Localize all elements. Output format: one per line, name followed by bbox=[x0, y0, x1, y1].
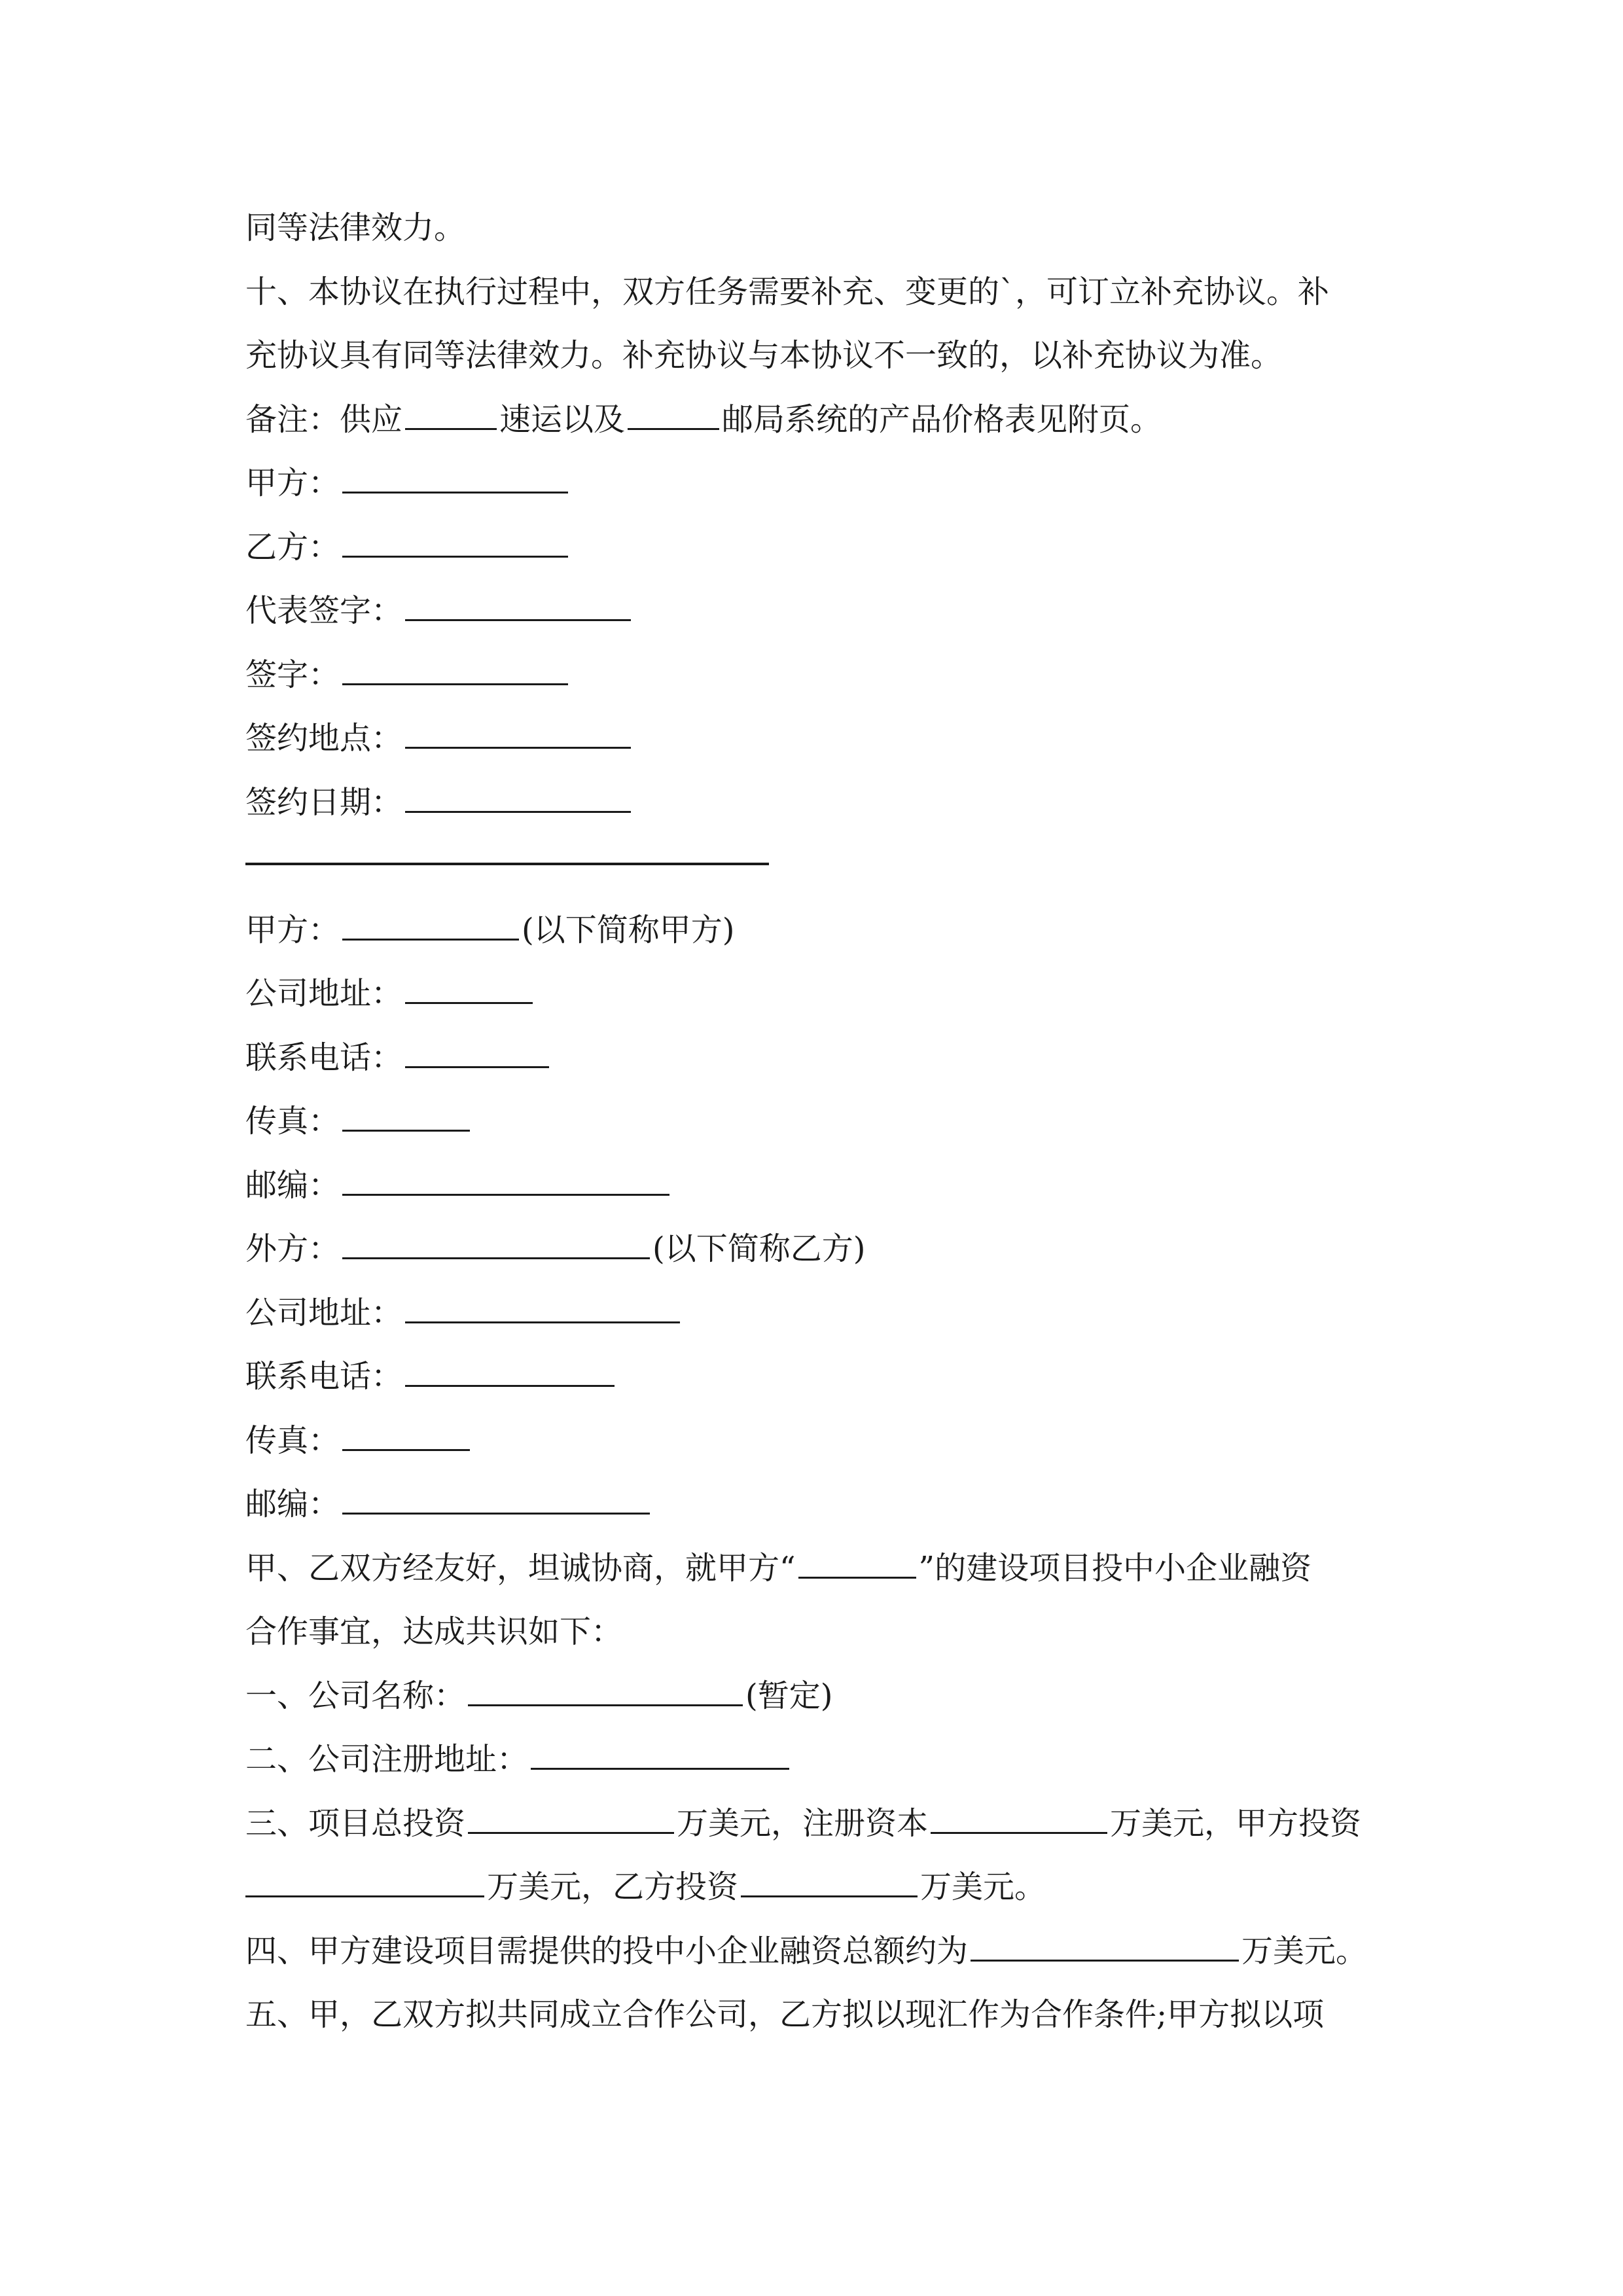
item-2-line bbox=[245, 1740, 792, 1779]
fax2-blank[interactable] bbox=[342, 1423, 470, 1451]
remark-end: 邮局系统的产品价格表见附页。 bbox=[722, 401, 1162, 438]
party-b-line bbox=[245, 528, 571, 567]
zip1-blank[interactable] bbox=[342, 1168, 669, 1196]
rep-sign-label: 代表签字： bbox=[245, 592, 403, 629]
item-3-mid: 万美元，注册资本 bbox=[677, 1805, 929, 1842]
sign-date-blank[interactable] bbox=[405, 785, 631, 813]
tel2-blank[interactable] bbox=[405, 1359, 615, 1387]
rep-sign-line bbox=[245, 591, 633, 630]
intro-end: ”的建设项目投中小企业融资 bbox=[918, 1550, 1312, 1587]
remark-mid: 速运以及 bbox=[499, 401, 626, 438]
registered-capital-blank[interactable] bbox=[931, 1806, 1107, 1834]
foreign-party-blank[interactable] bbox=[342, 1231, 650, 1259]
party-a-label: 甲方： bbox=[245, 465, 340, 501]
sign-place-line bbox=[245, 719, 633, 758]
addr1-blank[interactable] bbox=[405, 976, 533, 1004]
fax2-line bbox=[245, 1421, 473, 1460]
addr2-label: 公司地址： bbox=[245, 1295, 403, 1331]
tel2-label: 联系电话： bbox=[245, 1358, 403, 1395]
zip2-line bbox=[245, 1484, 652, 1524]
text-line: 同等法律效力。 bbox=[245, 209, 466, 246]
addr1-label: 公司地址： bbox=[245, 975, 403, 1012]
sign-place-label: 签约地点： bbox=[245, 720, 403, 757]
item-1-suffix: (暂定) bbox=[745, 1677, 833, 1714]
item-3b-mid: 万美元，乙方投资 bbox=[487, 1869, 739, 1905]
section-divider bbox=[245, 863, 769, 865]
rep-sign-blank[interactable] bbox=[405, 593, 631, 621]
foreign-party-label: 外方： bbox=[245, 1230, 340, 1267]
party-a2-blank[interactable] bbox=[342, 912, 519, 941]
party-b-blank[interactable] bbox=[342, 529, 568, 558]
sign-blank[interactable] bbox=[342, 657, 568, 685]
sign-place-blank[interactable] bbox=[405, 721, 631, 749]
zip1-line bbox=[245, 1166, 672, 1205]
party-a-line bbox=[245, 463, 571, 503]
zip2-label: 邮编： bbox=[245, 1486, 340, 1522]
party-a-investment-blank[interactable] bbox=[245, 1869, 484, 1897]
item-3-label: 三、项目总投资 bbox=[245, 1805, 466, 1842]
item-5-line: 五、甲，乙双方拟共同成立合作公司，乙方拟以现汇作为合作条件;甲方拟以项 bbox=[245, 1996, 1325, 2033]
tel1-label: 联系电话： bbox=[245, 1039, 403, 1076]
total-investment-blank[interactable] bbox=[468, 1806, 674, 1834]
supplier-blank[interactable] bbox=[405, 402, 497, 430]
clause-10-line-1: 十、本协议在执行过程中，双方任务需要补充、变更的`，可订立补充协议。补 bbox=[245, 274, 1330, 310]
item-1-label: 一、公司名称： bbox=[245, 1677, 466, 1714]
intro-line-2: 合作事宜，达成共识如下： bbox=[245, 1613, 623, 1650]
sign-label: 签字： bbox=[245, 656, 340, 693]
fax2-label: 传真： bbox=[245, 1422, 340, 1459]
postal-blank[interactable] bbox=[628, 402, 719, 430]
remark-label: 备注：供应 bbox=[245, 401, 403, 438]
fax1-label: 传真： bbox=[245, 1103, 340, 1139]
tel1-blank[interactable] bbox=[405, 1040, 549, 1068]
foreign-party-line bbox=[245, 1229, 865, 1268]
intro-line-1 bbox=[245, 1549, 1311, 1588]
item-3-end: 万美元，甲方投资 bbox=[1110, 1805, 1362, 1842]
tel2-line bbox=[245, 1357, 617, 1396]
registered-address-blank[interactable] bbox=[531, 1742, 789, 1770]
item-4-label: 四、甲方建设项目需提供的投中小企业融资总额约为 bbox=[245, 1933, 969, 1969]
sign-date-label: 签约日期： bbox=[245, 784, 403, 821]
sign-date-line bbox=[245, 783, 633, 822]
intro-start: 甲、乙双方经友好，坦诚协商，就甲方“ bbox=[245, 1550, 796, 1587]
zip1-label: 邮编： bbox=[245, 1167, 340, 1204]
addr2-blank[interactable] bbox=[405, 1295, 680, 1323]
zip2-blank[interactable] bbox=[342, 1486, 650, 1515]
clause-10-line-2: 充协议具有同等法律效力。补充协议与本协议不一致的，以补充协议为准。 bbox=[245, 337, 1283, 374]
party-b-label: 乙方： bbox=[245, 529, 340, 565]
party-a2-label: 甲方： bbox=[245, 912, 340, 948]
remark-line bbox=[245, 400, 1162, 439]
party-b-investment-blank[interactable] bbox=[741, 1869, 918, 1897]
item-1-line bbox=[245, 1676, 832, 1715]
item-3-line-2 bbox=[245, 1867, 1046, 1907]
item-3-line bbox=[245, 1804, 1361, 1843]
addr2-line bbox=[245, 1293, 683, 1333]
party-a2-line bbox=[245, 910, 734, 950]
party-a-blank[interactable] bbox=[342, 465, 568, 493]
tel1-line bbox=[245, 1038, 552, 1077]
fax1-line bbox=[245, 1102, 473, 1141]
fax1-blank[interactable] bbox=[342, 1103, 470, 1132]
financing-total-blank[interactable] bbox=[971, 1933, 1239, 1962]
company-name-blank[interactable] bbox=[468, 1678, 743, 1706]
item-3b-end: 万美元。 bbox=[920, 1869, 1046, 1905]
foreign-party-suffix: (以下简称乙方) bbox=[652, 1230, 866, 1267]
sign-line bbox=[245, 655, 571, 694]
item-2-label: 二、公司注册地址： bbox=[245, 1741, 529, 1778]
item-4-end: 万美元。 bbox=[1241, 1933, 1368, 1969]
party-a2-suffix: (以下简称甲方) bbox=[522, 912, 735, 948]
project-name-blank[interactable] bbox=[798, 1551, 916, 1579]
item-4-line bbox=[245, 1931, 1367, 1971]
addr1-line bbox=[245, 974, 535, 1013]
